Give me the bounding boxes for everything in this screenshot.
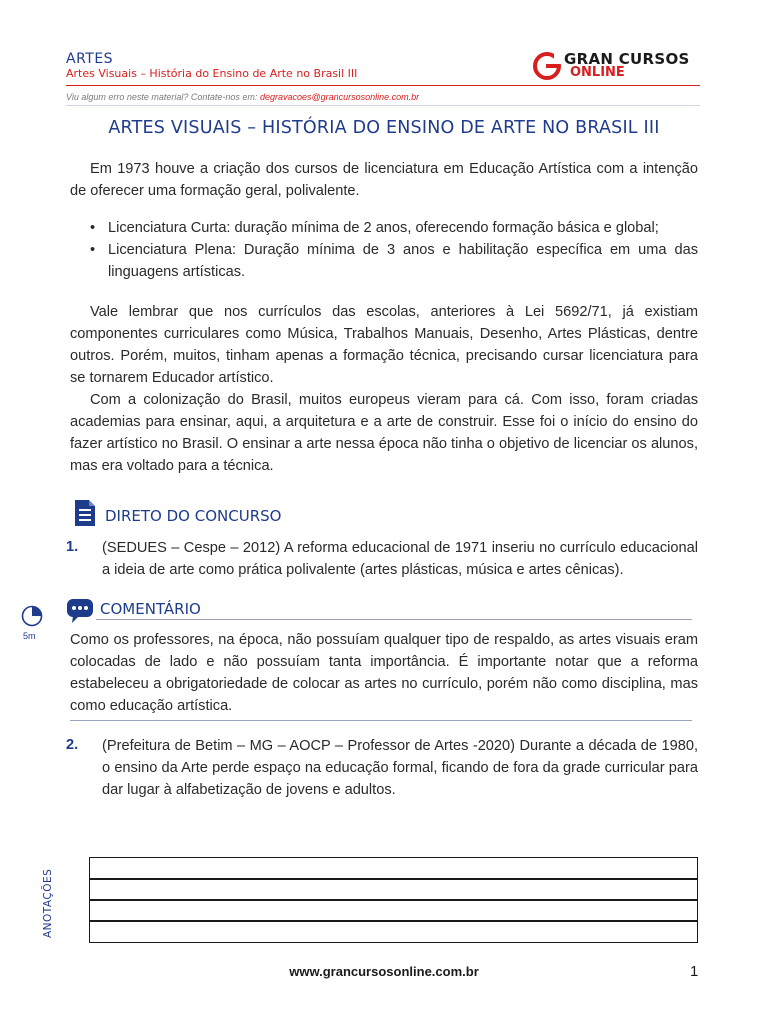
notes-line: [90, 920, 697, 922]
comment-bottom-rule: [70, 720, 692, 721]
bullet-item: • Licenciatura Plena: Duração mínima de 3 anos e habilitação específica em uma das linguagens artísticas.: [90, 239, 698, 283]
paragraph-3: Com a colonização do Brasil, muitos europeus vieram para cá. Com isso, foram criadas academias para ensinar, aqui, a arquitetura e a arte de construir. Esse foi o início do ensino do fazer artístico no Brasil. O ensinar a arte nessa época não tinha o objetivo de licenciar os alunos, mas era voltado para a técnica.: [70, 392, 698, 474]
logo-text-top: GRAN CURSOS: [564, 50, 690, 68]
header-divider-light: [66, 105, 700, 106]
question-1-text: (SEDUES – Cespe – 2012) A reforma educacional de 1971 inseriu no currículo educacional a ideia de arte como prática polivalente (artes plásticas, música e artes cênicas).: [102, 540, 698, 578]
page-number: 1: [690, 963, 699, 980]
bullet-list: [90, 217, 698, 283]
paragraph-1: Em 1973 houve a criação dos cursos de licenciatura em Educação Artística com a intenção de oferecer uma formação geral, polivalente.: [70, 161, 698, 199]
direto-heading: DIRETO DO CONCURSO: [105, 507, 282, 525]
contact-prefix: Viu algum erro neste material? Contate-nos em:: [66, 92, 260, 102]
notes-box[interactable]: [89, 857, 698, 943]
gran-cursos-logo: [532, 50, 702, 84]
timer-icon: [20, 604, 44, 628]
header-subject: ARTES: [66, 51, 114, 67]
contact-line: [66, 92, 419, 102]
logo-g-icon: [532, 51, 562, 81]
question-1-number: 1.: [66, 539, 79, 555]
timer-label: 5m: [23, 631, 36, 641]
header-divider: [66, 85, 700, 86]
paragraph-2: Vale lembrar que nos currículos das escolas, anteriores à Lei 5692/71, já existiam componentes curriculares como Música, Trabalhos Manuais, Desenho, Artes Plásticas, dentre outros. Porém, muitos, tinham apenas a formação técnica, precisando cursar licenciatura para se tornarem Educador artístico.: [70, 304, 698, 386]
page-title: ARTES VISUAIS – HISTÓRIA DO ENSINO DE ARTE NO BRASIL III: [108, 118, 660, 138]
comment-heading: COMENTÁRIO: [100, 600, 201, 618]
question-2-text: (Prefeitura de Betim – MG – AOCP – Professor de Artes -2020) Durante a década de 1980, o ensino da Arte perde espaço na educação formal, ficando de fora da grade curricular para dar lugar à alfabetização de jovens e adultos.: [102, 738, 698, 798]
notes-line: [90, 899, 697, 901]
header-subtitle: Artes Visuais – História do Ensino de Arte no Brasil III: [66, 67, 358, 80]
comment-text: Como os professores, na época, não possuíam qualquer tipo de respaldo, as artes visuais eram colocadas de lado e não possuíam tanta importância. É importante notar que a reforma estabeleceu a obrigatoriedade de colocar as artes no currículo, porém não como disciplina, mas como educação artística.: [70, 632, 698, 714]
comment-top-rule: [96, 619, 692, 620]
logo-text-bottom: ONLINE: [570, 65, 625, 80]
document-icon: [72, 498, 98, 528]
contact-email-link[interactable]: degravacoes@grancursosonline.com.br: [259, 92, 420, 102]
comment-icon: [66, 598, 94, 624]
notes-line: [90, 878, 697, 880]
question-2-number: 2.: [66, 737, 79, 753]
notes-label: ANOTAÇÕES: [42, 868, 54, 938]
bullet-item: • Licenciatura Curta: duração mínima de 2 anos, oferecendo formação básica e global;: [90, 217, 698, 239]
footer-url[interactable]: www.grancursosonline.com.br: [289, 964, 479, 979]
